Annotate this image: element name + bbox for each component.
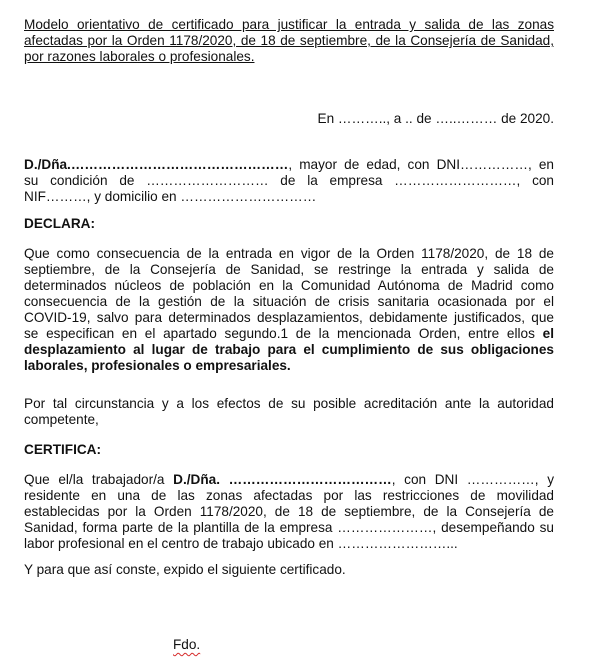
conste-paragraph: Y para que así conste, expido el siguiente certificado. bbox=[24, 562, 346, 577]
date-line: En ……….., a .. de …..……… de 2020. bbox=[317, 111, 554, 126]
personal-data-line bbox=[24, 157, 554, 173]
title-line: por razones laborales o profesionales. bbox=[24, 49, 255, 64]
certifica-line: residente en una de las zonas afectadas por las restricciones de movilidad bbox=[24, 488, 554, 503]
declara-paragraph bbox=[24, 246, 554, 374]
declara-bold-line: desplazamiento al lugar de trabajo para el cumplimiento de sus obligaciones bbox=[24, 342, 554, 357]
declara-line bbox=[24, 326, 554, 342]
personal-data-text: , mayor de edad, con DNI……………, en bbox=[288, 157, 554, 172]
circunstancia-line: Por tal circunstancia y a los efectos de su posible acreditación ante la autoridad bbox=[24, 396, 554, 411]
declara-heading: DECLARA: bbox=[24, 216, 95, 231]
certifica-line: labor profesional en el centro de trabajo ubicado en ……………………... bbox=[24, 536, 458, 551]
certifica-line bbox=[24, 472, 554, 488]
title-line: afectadas por la Orden 1178/2020, de 18 de septiembre, de la Consejería de Sanidad, bbox=[24, 33, 554, 48]
name-label: D./Dña. bbox=[24, 157, 71, 172]
document-title bbox=[24, 17, 554, 65]
declara-bold-text: el bbox=[534, 326, 554, 341]
declara-line: COVID-19, salvo para determinados desplazamientos, debidamente justificados, que bbox=[24, 310, 554, 325]
certifica-text: Que el/la trabajador/a bbox=[24, 472, 174, 487]
personal-data-line: su condición de ……………………… de la empresa ………………………, con bbox=[24, 173, 554, 188]
personal-data-line: NIF………, y domicilio en ………………………… bbox=[24, 189, 317, 204]
declara-text: se especifican en el apartado segundo.1 de la mencionada Orden, entre ellos bbox=[24, 326, 535, 341]
personal-data-paragraph bbox=[24, 157, 554, 205]
certifica-text: , con DNI ……………, y bbox=[391, 472, 554, 487]
title-line: Modelo orientativo de certificado para justificar la entrada y salida de las zonas bbox=[24, 17, 554, 32]
declara-line: Que como consecuencia de la entrada en vigor de la Orden 1178/2020, de 18 de bbox=[24, 246, 554, 261]
certifica-heading: CERTIFICA: bbox=[24, 442, 102, 457]
circunstancia-paragraph bbox=[24, 396, 554, 428]
name-dots: ………………………………………… bbox=[70, 157, 289, 172]
certifica-paragraph bbox=[24, 472, 554, 552]
declara-bold-line: laborales, profesionales o empresariales. bbox=[24, 358, 291, 373]
declara-line: septiembre, de la Consejería de Sanidad, se restringe la entrada y salida de bbox=[24, 262, 554, 277]
declara-line: determinados núcleos de población en la Comunidad Autónoma de Madrid como bbox=[24, 278, 554, 293]
certifica-line: Sanidad, forma parte de la plantilla de la empresa …………………, desempeñando su bbox=[24, 520, 554, 535]
signature-text: Fdo. bbox=[173, 637, 201, 652]
declara-line: consecuencia de la gestión de la situación de crisis sanitaria ocasionada por el bbox=[24, 294, 554, 309]
circunstancia-line: competente, bbox=[24, 412, 99, 427]
signature-label bbox=[173, 637, 200, 653]
worker-name-field: D./Dña. ……………………………… bbox=[173, 472, 392, 487]
certifica-line: establecidas por la Orden 1178/2020, de 18 de septiembre, de la Consejería de bbox=[24, 504, 554, 519]
